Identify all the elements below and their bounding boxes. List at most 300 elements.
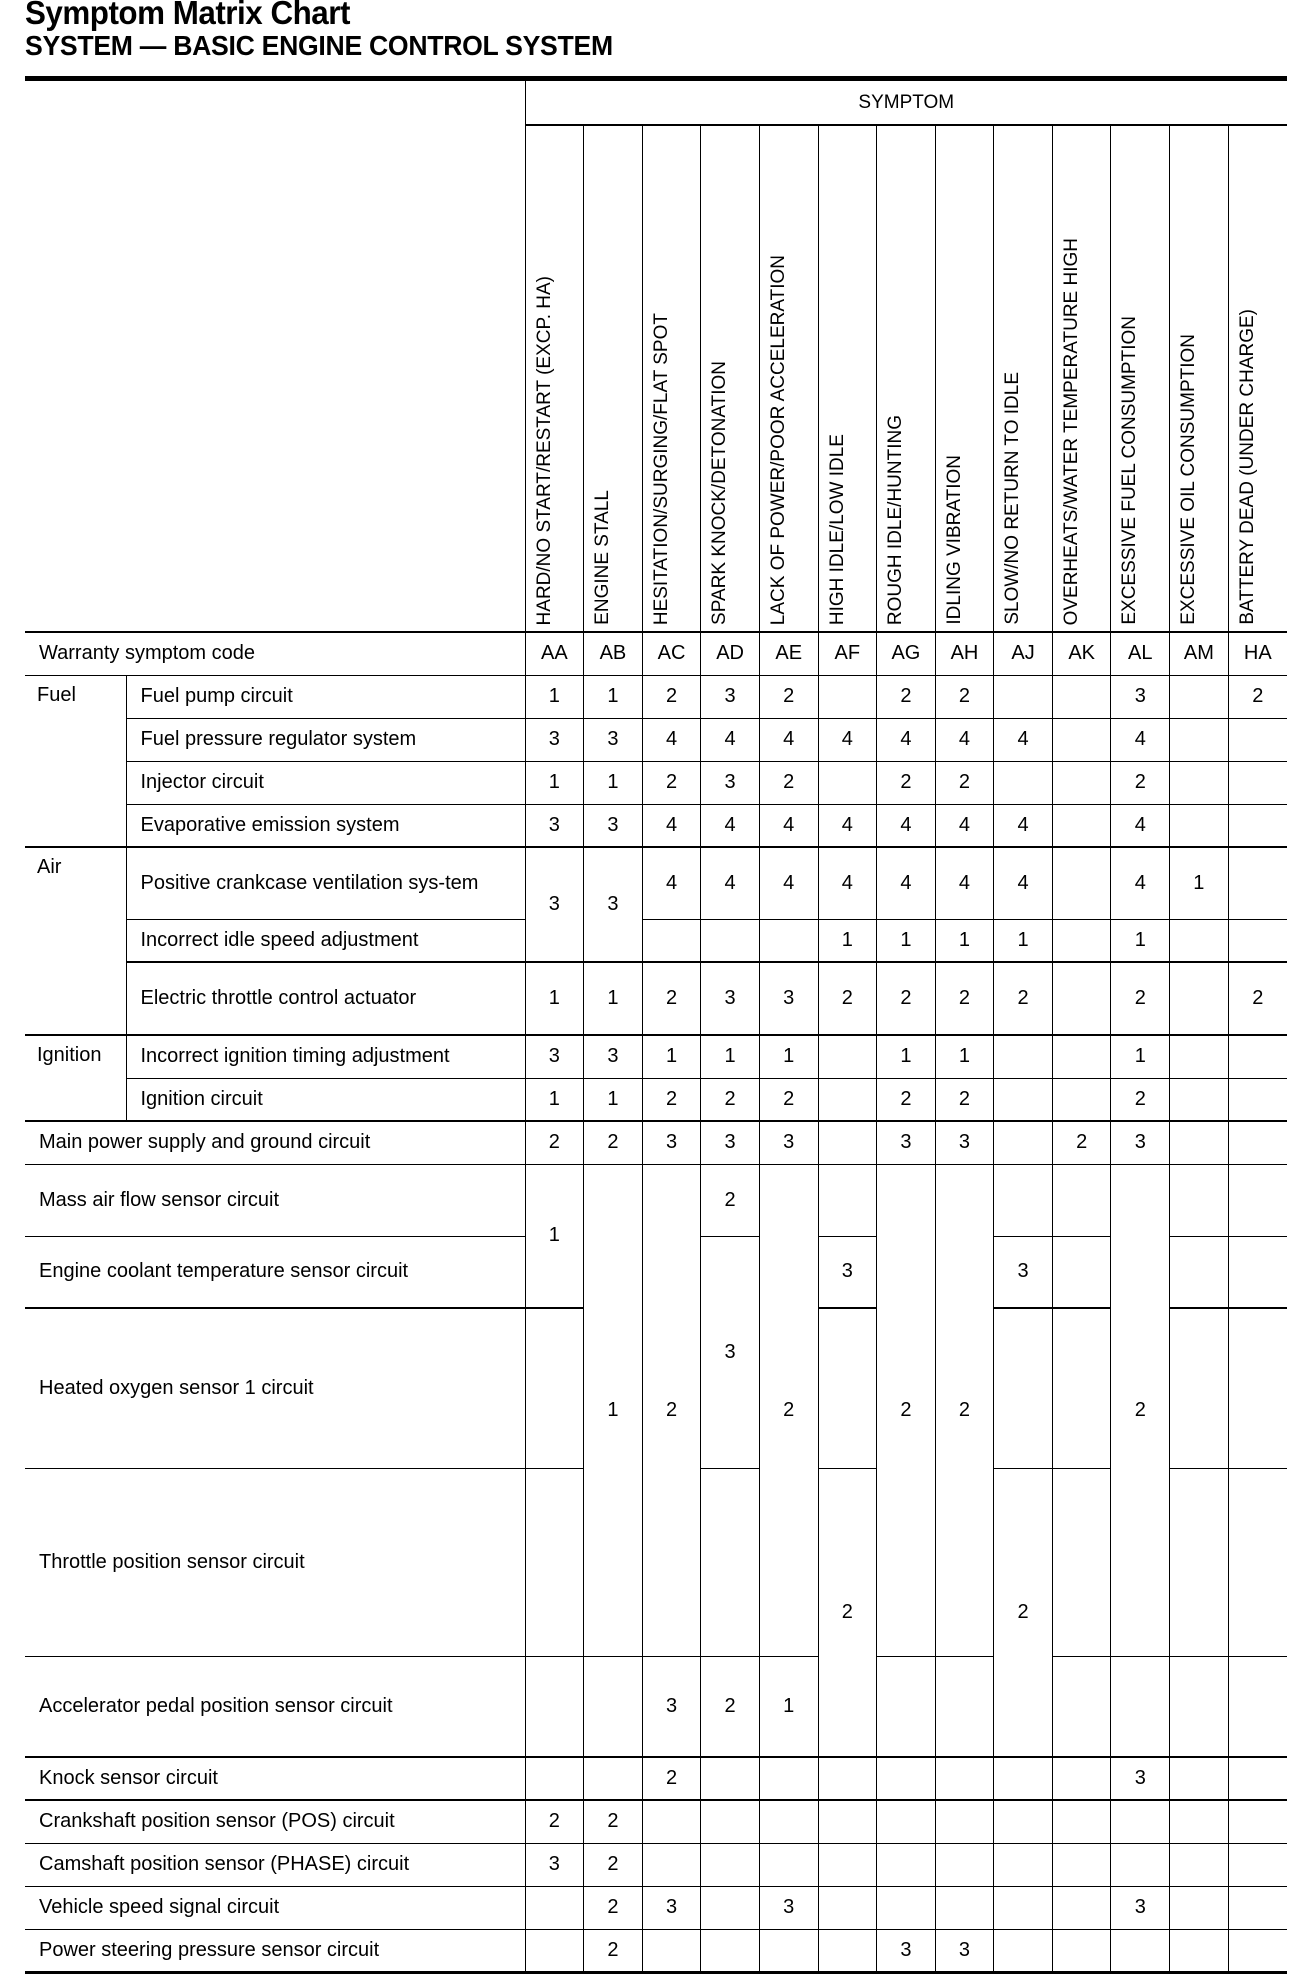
matrix-cell-aa: 3 — [525, 847, 584, 962]
matrix-cell-ac: 2 — [642, 761, 701, 804]
symptom-code: AL — [1111, 632, 1170, 675]
matrix-cell-af — [818, 1757, 877, 1800]
matrix-cell-am — [1170, 1757, 1229, 1800]
matrix-cell-ak — [1052, 1308, 1111, 1468]
matrix-cell-ha — [1228, 847, 1287, 919]
matrix-cell-ak — [1052, 1929, 1111, 1972]
matrix-cell-ae: 2 — [759, 1164, 818, 1656]
matrix-cell-aj: 2 — [994, 962, 1053, 1035]
matrix-cell-ac — [642, 1800, 701, 1843]
matrix-cell-ak — [1052, 1800, 1111, 1843]
matrix-cell-ae — [759, 1929, 818, 1972]
matrix-cell-am — [1170, 1236, 1229, 1308]
matrix-cell-ae: 2 — [759, 1078, 818, 1121]
matrix-cell-ag: 2 — [877, 761, 936, 804]
symptom-code: AF — [818, 632, 877, 675]
matrix-cell-ak — [1052, 1886, 1111, 1929]
row-label: Crankshaft position sensor (POS) circuit — [25, 1800, 525, 1843]
symptom-label: LACK OF POWER/POOR ACCELERATION — [767, 254, 789, 625]
table-row — [25, 1886, 1287, 1929]
matrix-cell-al: 3 — [1111, 1886, 1170, 1929]
matrix-cell-ag: 2 — [877, 675, 936, 718]
matrix-cell-ae: 4 — [759, 804, 818, 847]
matrix-cell-ak — [1052, 1468, 1111, 1656]
matrix-cell-ad: 1 — [701, 1035, 760, 1078]
matrix-cell-ad: 3 — [701, 962, 760, 1035]
table-row — [25, 1121, 1287, 1164]
matrix-cell-ag: 3 — [877, 1121, 936, 1164]
matrix-cell-ab: 1 — [584, 1078, 643, 1121]
item-label: Electric throttle control actuator — [126, 962, 525, 1035]
matrix-cell-am — [1170, 1800, 1229, 1843]
matrix-cell-ha — [1228, 718, 1287, 761]
matrix-cell-al — [1111, 1843, 1170, 1886]
matrix-cell-aj: 3 — [994, 1236, 1053, 1308]
matrix-cell-aa — [525, 1886, 584, 1929]
matrix-cell-al: 4 — [1111, 847, 1170, 919]
matrix-cell-aa: 2 — [525, 1121, 584, 1164]
matrix-cell-aj — [994, 1843, 1053, 1886]
matrix-cell-al: 2 — [1111, 761, 1170, 804]
matrix-cell-ag: 4 — [877, 847, 936, 919]
matrix-cell-aa: 2 — [525, 1800, 584, 1843]
matrix-cell-ab: 3 — [584, 804, 643, 847]
matrix-cell-ab: 1 — [584, 675, 643, 718]
matrix-cell-ab: 2 — [584, 1121, 643, 1164]
symptom-column-header — [701, 125, 760, 632]
row-label: Knock sensor circuit — [25, 1757, 525, 1800]
matrix-cell-ad — [701, 1800, 760, 1843]
symptom-column-header — [1052, 125, 1111, 632]
matrix-cell-ah: 3 — [935, 1121, 994, 1164]
matrix-cell-aa — [525, 1656, 584, 1757]
matrix-cell-af — [818, 1078, 877, 1121]
symptom-label: ENGINE STALL — [592, 490, 614, 625]
matrix-cell-al: 1 — [1111, 1035, 1170, 1078]
matrix-cell-ag: 2 — [877, 1164, 936, 1656]
matrix-cell-ag: 1 — [877, 1035, 936, 1078]
matrix-cell-ae — [759, 1800, 818, 1843]
matrix-cell-ha — [1228, 1843, 1287, 1886]
matrix-cell-ae: 1 — [759, 1035, 818, 1078]
row-label: Warranty symptom code — [25, 632, 525, 675]
item-label: Ignition circuit — [126, 1078, 525, 1121]
matrix-cell-am — [1170, 1164, 1229, 1236]
matrix-cell-ak — [1052, 675, 1111, 718]
matrix-cell-ha — [1228, 1308, 1287, 1468]
row-label: Vehicle speed signal circuit — [25, 1886, 525, 1929]
matrix-cell-ha — [1228, 919, 1287, 962]
matrix-cell-ha — [1228, 1164, 1287, 1236]
matrix-cell-ac: 2 — [642, 1078, 701, 1121]
symptom-label: ROUGH IDLE/HUNTING — [885, 414, 907, 625]
matrix-cell-am — [1170, 718, 1229, 761]
matrix-cell-ab: 1 — [584, 761, 643, 804]
matrix-cell-af — [818, 1308, 877, 1468]
matrix-cell-am — [1170, 1843, 1229, 1886]
matrix-cell-ha — [1228, 1886, 1287, 1929]
matrix-cell-ag: 2 — [877, 1078, 936, 1121]
row-label: Power steering pressure sensor circuit — [25, 1929, 525, 1972]
item-label: Evaporative emission system — [126, 804, 525, 847]
page-subtitle: SYSTEM — BASIC ENGINE CONTROL SYSTEM — [25, 30, 613, 61]
matrix-cell-al: 1 — [1111, 919, 1170, 962]
matrix-cell-af — [818, 761, 877, 804]
symptom-code: AK — [1052, 632, 1111, 675]
matrix-cell-ab: 1 — [584, 962, 643, 1035]
symptom-label: OVERHEATS/WATER TEMPERATURE HIGH — [1060, 237, 1082, 625]
symptom-column-header — [818, 125, 877, 632]
matrix-cell-al — [1111, 1656, 1170, 1757]
category-label: Ignition — [25, 1035, 126, 1121]
symptom-matrix-table — [25, 76, 1287, 1974]
matrix-cell-al: 4 — [1111, 804, 1170, 847]
matrix-cell-al: 3 — [1111, 1757, 1170, 1800]
matrix-cell-ac: 3 — [642, 1121, 701, 1164]
matrix-cell-ah: 4 — [935, 847, 994, 919]
matrix-cell-ah: 1 — [935, 919, 994, 962]
matrix-cell-ha: 2 — [1228, 962, 1287, 1035]
matrix-cell-ad: 2 — [701, 1164, 760, 1236]
matrix-cell-ac — [642, 1929, 701, 1972]
matrix-cell-ag: 3 — [877, 1929, 936, 1972]
matrix-cell-al: 2 — [1111, 962, 1170, 1035]
table-row — [25, 1843, 1287, 1886]
row-label: Throttle position sensor circuit — [25, 1468, 525, 1656]
matrix-cell-af — [818, 1121, 877, 1164]
matrix-cell-aa — [525, 1468, 584, 1656]
matrix-cell-aa: 3 — [525, 1035, 584, 1078]
matrix-cell-al: 4 — [1111, 718, 1170, 761]
matrix-cell-af — [818, 1929, 877, 1972]
matrix-cell-ah — [935, 1800, 994, 1843]
matrix-cell-am — [1170, 804, 1229, 847]
matrix-cell-aj: 2 — [994, 1468, 1053, 1757]
matrix-cell-ha — [1228, 1468, 1287, 1656]
matrix-cell-ad — [701, 1757, 760, 1800]
matrix-cell-ae: 2 — [759, 761, 818, 804]
table-row — [25, 1800, 1287, 1843]
matrix-cell-ae: 4 — [759, 718, 818, 761]
matrix-cell-ag — [877, 1656, 936, 1757]
matrix-cell-am — [1170, 919, 1229, 962]
matrix-cell-ae: 3 — [759, 1121, 818, 1164]
matrix-cell-am — [1170, 1308, 1229, 1468]
matrix-cell-ak: 2 — [1052, 1121, 1111, 1164]
matrix-cell-ha — [1228, 804, 1287, 847]
table-row — [25, 1164, 1287, 1236]
matrix-cell-af — [818, 1800, 877, 1843]
matrix-cell-ad: 3 — [701, 1236, 760, 1468]
symptom-code: AM — [1170, 632, 1229, 675]
matrix-cell-ah — [935, 1757, 994, 1800]
matrix-cell-am — [1170, 962, 1229, 1035]
table-row — [25, 1656, 1287, 1757]
matrix-cell-al — [1111, 1800, 1170, 1843]
matrix-cell-ha — [1228, 1035, 1287, 1078]
symptom-column-header — [1228, 125, 1287, 632]
matrix-cell-aj: 4 — [994, 847, 1053, 919]
matrix-cell-ak — [1052, 804, 1111, 847]
item-label: Incorrect idle speed adjustment — [126, 919, 525, 962]
matrix-cell-af — [818, 1164, 877, 1236]
symptom-column-header — [994, 125, 1053, 632]
row-label: Main power supply and ground circuit — [25, 1121, 525, 1164]
symptom-label: BATTERY DEAD (UNDER CHARGE) — [1236, 309, 1258, 625]
item-label: Positive crankcase ventilation sys-tem — [126, 847, 525, 919]
matrix-cell-ad: 2 — [701, 1656, 760, 1757]
matrix-cell-ac: 2 — [642, 1164, 701, 1656]
matrix-cell-ak — [1052, 919, 1111, 962]
matrix-cell-ha — [1228, 1121, 1287, 1164]
matrix-cell-aa: 3 — [525, 1843, 584, 1886]
matrix-cell-ae: 4 — [759, 847, 818, 919]
matrix-cell-aj: 4 — [994, 718, 1053, 761]
matrix-cell-ab: 3 — [584, 1035, 643, 1078]
matrix-cell-ac: 3 — [642, 1886, 701, 1929]
matrix-cell-aa — [525, 1929, 584, 1972]
matrix-cell-aj — [994, 1164, 1053, 1236]
matrix-cell-ad: 3 — [701, 1121, 760, 1164]
matrix-cell-ag — [877, 1800, 936, 1843]
matrix-cell-ag: 4 — [877, 804, 936, 847]
symptom-code: HA — [1228, 632, 1287, 675]
matrix-cell-am — [1170, 1121, 1229, 1164]
matrix-cell-ab: 3 — [584, 718, 643, 761]
matrix-cell-ab: 1 — [584, 1164, 643, 1656]
matrix-cell-aa: 3 — [525, 804, 584, 847]
symptom-label: EXCESSIVE FUEL CONSUMPTION — [1119, 316, 1141, 625]
table-row — [25, 804, 1287, 847]
matrix-cell-ad — [701, 1929, 760, 1972]
matrix-cell-aj — [994, 1308, 1053, 1468]
table-row — [25, 1078, 1287, 1121]
symptom-label: HESITATION/SURGING/FLAT SPOT — [650, 312, 672, 625]
matrix-cell-af: 4 — [818, 804, 877, 847]
matrix-cell-ab: 2 — [584, 1929, 643, 1972]
matrix-cell-ah: 1 — [935, 1035, 994, 1078]
matrix-cell-ae — [759, 1843, 818, 1886]
matrix-cell-ah: 4 — [935, 804, 994, 847]
matrix-cell-af: 2 — [818, 1468, 877, 1757]
table-row — [25, 1035, 1287, 1078]
matrix-cell-ha — [1228, 1078, 1287, 1121]
matrix-cell-ac: 4 — [642, 804, 701, 847]
symptom-code: AB — [584, 632, 643, 675]
matrix-cell-ak — [1052, 1757, 1111, 1800]
matrix-cell-ah: 2 — [935, 675, 994, 718]
matrix-cell-aj — [994, 1757, 1053, 1800]
matrix-cell-am — [1170, 761, 1229, 804]
matrix-cell-ak — [1052, 1035, 1111, 1078]
row-label: Mass air flow sensor circuit — [25, 1164, 525, 1236]
matrix-cell-aj — [994, 761, 1053, 804]
matrix-cell-ak — [1052, 1843, 1111, 1886]
symptom-label: HARD/NO START/RESTART (EXCP. HA) — [533, 275, 555, 625]
matrix-cell-aj: 4 — [994, 804, 1053, 847]
symptom-code: AC — [642, 632, 701, 675]
symptom-column-header — [584, 125, 643, 632]
matrix-cell-ae — [759, 1757, 818, 1800]
matrix-cell-am — [1170, 1035, 1229, 1078]
symptom-column-header — [525, 125, 584, 632]
matrix-cell-ac: 2 — [642, 962, 701, 1035]
matrix-cell-ad: 2 — [701, 1078, 760, 1121]
table-row — [25, 847, 1287, 919]
matrix-cell-ac: 2 — [642, 675, 701, 718]
matrix-cell-aa: 1 — [525, 761, 584, 804]
matrix-cell-ad — [701, 919, 760, 962]
matrix-cell-ag: 4 — [877, 718, 936, 761]
symptom-code: AA — [525, 632, 584, 675]
matrix-cell-aj — [994, 1078, 1053, 1121]
matrix-cell-aa: 1 — [525, 675, 584, 718]
matrix-cell-ac: 4 — [642, 718, 701, 761]
matrix-cell-ad: 4 — [701, 718, 760, 761]
matrix-cell-ac: 1 — [642, 1035, 701, 1078]
row-label: Heated oxygen sensor 1 circuit — [25, 1308, 525, 1468]
matrix-cell-ah: 2 — [935, 1078, 994, 1121]
matrix-cell-ha: 2 — [1228, 675, 1287, 718]
matrix-cell-al: 3 — [1111, 675, 1170, 718]
matrix-cell-am — [1170, 1468, 1229, 1656]
symptom-label: SLOW/NO RETURN TO IDLE — [1002, 372, 1024, 625]
table-row — [25, 718, 1287, 761]
matrix-cell-ha — [1228, 761, 1287, 804]
matrix-cell-ak — [1052, 718, 1111, 761]
table-row — [25, 962, 1287, 1035]
warranty-code-row — [25, 632, 1287, 675]
matrix-cell-ak — [1052, 1078, 1111, 1121]
matrix-cell-ab — [584, 1656, 643, 1757]
matrix-cell-ae: 1 — [759, 1656, 818, 1757]
matrix-cell-aa: 3 — [525, 718, 584, 761]
matrix-cell-ae — [759, 919, 818, 962]
matrix-cell-aa: 1 — [525, 1078, 584, 1121]
table-corner — [25, 79, 525, 633]
symptom-header: SYMPTOM — [525, 79, 1287, 126]
matrix-cell-ag — [877, 1843, 936, 1886]
category-label: Fuel — [25, 675, 126, 847]
matrix-cell-ac — [642, 1843, 701, 1886]
item-label: Fuel pump circuit — [126, 675, 525, 718]
symptom-column-header — [1170, 125, 1229, 632]
matrix-cell-ad: 4 — [701, 847, 760, 919]
matrix-cell-ac: 3 — [642, 1656, 701, 1757]
matrix-cell-ab: 2 — [584, 1886, 643, 1929]
matrix-cell-aj — [994, 1121, 1053, 1164]
symptom-code: AG — [877, 632, 936, 675]
matrix-cell-am — [1170, 1929, 1229, 1972]
symptom-column-header — [877, 125, 936, 632]
matrix-cell-ab: 3 — [584, 847, 643, 962]
matrix-cell-aj — [994, 675, 1053, 718]
matrix-cell-ac: 2 — [642, 1757, 701, 1800]
table-row — [25, 675, 1287, 718]
symptom-label: HIGH IDLE/LOW IDLE — [826, 433, 848, 625]
matrix-cell-al — [1111, 1929, 1170, 1972]
matrix-cell-al: 2 — [1111, 1078, 1170, 1121]
matrix-cell-ha — [1228, 1656, 1287, 1757]
matrix-cell-af: 4 — [818, 847, 877, 919]
matrix-cell-am — [1170, 1656, 1229, 1757]
matrix-cell-ah: 3 — [935, 1929, 994, 1972]
matrix-cell-aj — [994, 1929, 1053, 1972]
matrix-cell-ak — [1052, 761, 1111, 804]
matrix-cell-ad: 4 — [701, 804, 760, 847]
matrix-cell-af — [818, 1843, 877, 1886]
matrix-cell-ad: 3 — [701, 761, 760, 804]
matrix-cell-af — [818, 1035, 877, 1078]
matrix-cell-aj: 1 — [994, 919, 1053, 962]
matrix-cell-ak — [1052, 962, 1111, 1035]
item-label: Fuel pressure regulator system — [126, 718, 525, 761]
matrix-cell-ah — [935, 1886, 994, 1929]
symptom-code: AJ — [994, 632, 1053, 675]
matrix-cell-ad — [701, 1886, 760, 1929]
row-label: Accelerator pedal position sensor circuit — [25, 1656, 525, 1757]
matrix-cell-ah: 2 — [935, 1164, 994, 1656]
matrix-cell-ah — [935, 1843, 994, 1886]
table-row — [25, 1929, 1287, 1972]
matrix-cell-ab: 2 — [584, 1800, 643, 1843]
row-label: Engine coolant temperature sensor circuit — [25, 1236, 525, 1308]
table-row — [25, 1757, 1287, 1800]
matrix-cell-ak — [1052, 1164, 1111, 1236]
matrix-cell-am — [1170, 1078, 1229, 1121]
matrix-cell-al: 2 — [1111, 1164, 1170, 1656]
symptom-code: AD — [701, 632, 760, 675]
matrix-cell-ad: 3 — [701, 675, 760, 718]
symptom-label: EXCESSIVE OIL CONSUMPTION — [1178, 334, 1200, 625]
matrix-cell-aj — [994, 1800, 1053, 1843]
matrix-cell-ad — [701, 1468, 760, 1656]
matrix-cell-ag — [877, 1757, 936, 1800]
item-label: Incorrect ignition timing adjustment — [126, 1035, 525, 1078]
matrix-cell-al: 3 — [1111, 1121, 1170, 1164]
matrix-cell-aj — [994, 1886, 1053, 1929]
symptom-label: IDLING VIBRATION — [943, 455, 965, 625]
matrix-cell-ac — [642, 919, 701, 962]
symptom-code: AH — [935, 632, 994, 675]
symptom-code: AE — [759, 632, 818, 675]
matrix-cell-aj — [994, 1035, 1053, 1078]
matrix-cell-aa — [525, 1757, 584, 1800]
symptom-column-header — [759, 125, 818, 632]
matrix-cell-af: 2 — [818, 962, 877, 1035]
table-row — [25, 919, 1287, 962]
matrix-cell-ha — [1228, 1929, 1287, 1972]
matrix-cell-ae: 2 — [759, 675, 818, 718]
matrix-cell-am — [1170, 675, 1229, 718]
matrix-cell-ak — [1052, 847, 1111, 919]
table-row — [25, 761, 1287, 804]
matrix-cell-am: 1 — [1170, 847, 1229, 919]
matrix-cell-ab: 2 — [584, 1843, 643, 1886]
matrix-cell-ah: 4 — [935, 718, 994, 761]
matrix-cell-ah: 2 — [935, 761, 994, 804]
matrix-cell-aa: 1 — [525, 962, 584, 1035]
matrix-cell-ha — [1228, 1236, 1287, 1308]
symptom-column-header — [935, 125, 994, 632]
matrix-cell-am — [1170, 1886, 1229, 1929]
matrix-cell-ab — [584, 1757, 643, 1800]
symptom-label: SPARK KNOCK/DETONATION — [709, 361, 731, 625]
matrix-cell-ac: 4 — [642, 847, 701, 919]
matrix-cell-ag: 1 — [877, 919, 936, 962]
matrix-cell-ag — [877, 1886, 936, 1929]
matrix-cell-af: 3 — [818, 1236, 877, 1308]
